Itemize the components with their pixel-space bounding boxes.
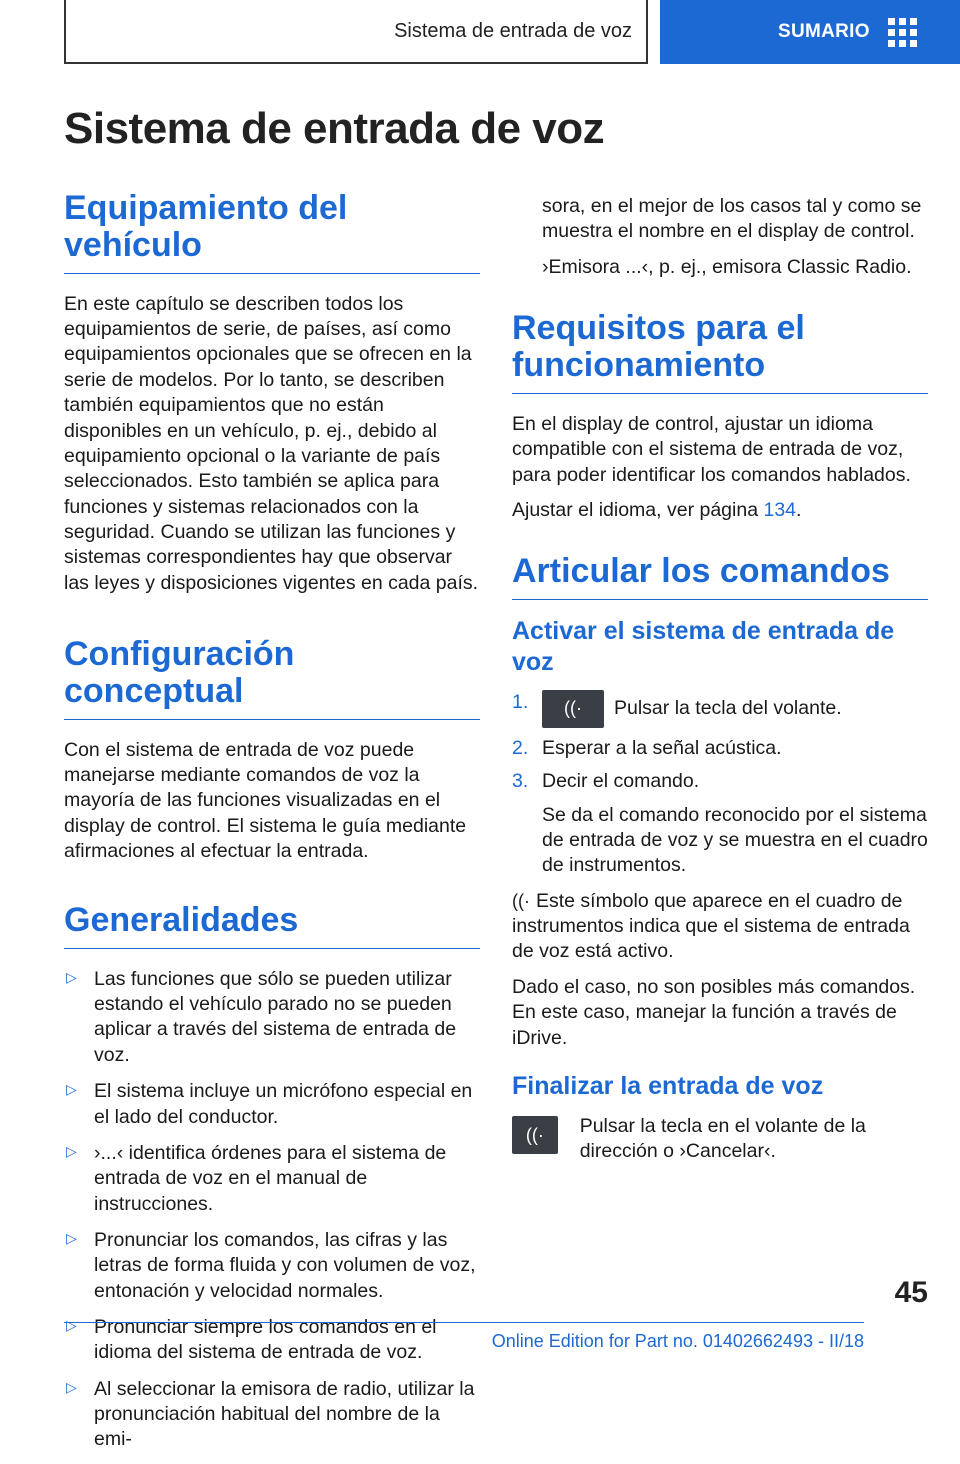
general-bullet-list <box>64 967 480 1453</box>
bullet-item: ▷ ›...‹ identifica órdenes para el sistema de entrada de voz en el manual de instrucciones. <box>64 1141 480 1217</box>
idioma-suffix: . <box>796 498 802 521</box>
step-number: 2. <box>512 737 529 760</box>
heading-equipamiento: Equipamiento del vehículo <box>64 190 480 274</box>
paragraph-symbol <box>512 889 928 965</box>
summary-label: SUMARIO <box>778 21 870 42</box>
step-text: Pulsar la tecla del volante. <box>614 697 842 720</box>
step-number: 1. <box>512 691 529 714</box>
step3-detail: Se da el comando reconocido por el sistema de entrada de voz y se muestra en el cuadro de instrumentos. <box>542 803 928 877</box>
voice-symbol-icon: ((· <box>512 890 530 911</box>
summary-button[interactable] <box>660 0 960 64</box>
bullet-item: ▷ Las funciones que sólo se pueden utilizar estando el vehículo parado no se pueden aplicar a través del sistema de entrada de voz. <box>64 967 480 1068</box>
page-title: Sistema de entrada de voz <box>64 104 605 153</box>
right-column <box>512 194 928 1175</box>
paragraph-idioma <box>512 498 928 523</box>
bullet-item: ▷ Al seleccionar la emisora de radio, utilizar la pronunciación habitual del nombre de la emi- <box>64 1377 480 1453</box>
paragraph-finalizar: Pulsar la tecla en el volante de la dirección o ›Cancelar‹. <box>579 1115 866 1163</box>
heading-activar: Activar el sistema de entrada de voz <box>512 616 895 676</box>
heading-generalidades: Generalidades <box>64 902 480 948</box>
footer-edition: Online Edition for Part no. 01402662493 - II/18 <box>491 1331 864 1351</box>
grid-menu-icon <box>888 18 917 47</box>
step-text: Decir el comando. <box>542 770 700 793</box>
page-number: 45 <box>894 1276 928 1309</box>
heading-finalizar: Finalizar la entrada de voz <box>512 1071 824 1100</box>
bullet-item: ▷ Pronunciar los comandos, las cifras y las letras de forma fluida y con volumen de voz, entonación y velocidad normales. <box>64 1228 480 1304</box>
paragraph-continuation: sora, en el mejor de los casos tal y como se muestra el nombre en el display de control. <box>542 195 922 243</box>
paragraph-no-more: Dado el caso, no son posibles más comandos. En este caso, manejar la función a través de iDrive. <box>512 975 916 1049</box>
step-item <box>512 769 928 794</box>
header-section-title: Sistema de entrada de voz <box>394 19 632 42</box>
steps-list <box>512 690 928 795</box>
heading-articular: Articular los comandos <box>512 553 928 599</box>
paragraph-configuracion: Con el sistema de entrada de voz puede manejarse mediante comandos de voz la mayoría de las funciones visualizadas en el display de control. El sistema le guía mediante afirmaciones al efectuar la entrada. <box>64 738 467 863</box>
page-link-134[interactable]: 134 <box>763 498 797 521</box>
paragraph-example: ›Emisora ...‹, p. ej., emisora Classic Radio. <box>542 255 912 278</box>
symbol-text: Este símbolo que aparece en el cuadro de instrumentos indica que el sistema de entrada de voz está activo. <box>512 889 910 963</box>
bullet-item: ▷ Pronunciar siempre los comandos en el idioma del sistema de entrada de voz. <box>64 1315 480 1366</box>
step-text: Esperar a la señal acústica. <box>542 737 782 760</box>
footer <box>64 1322 864 1352</box>
step-item <box>512 690 928 728</box>
left-column <box>64 190 480 1464</box>
voice-button-icon: ((· <box>542 690 604 728</box>
heading-requisitos: Requisitos para el funcionamiento <box>512 310 928 394</box>
idioma-text: Ajustar el idioma, ver página <box>512 498 759 521</box>
paragraph-equipamiento: En este capítulo se describen todos los equipamientos de serie, de países, así como equipamientos opcionales que se ofrecen en la serie de modelos. Por lo tanto, se describen también equipamientos que no están disponibles en un vehículo, p. ej., debido al equipamiento opcional o la variante de país seleccionados. Esto también se aplica para funciones y sistemas relacionados con la seguridad. Cuando se utilizan las funciones y sistemas correspondientes hay que observar las leyes y disposiciones vigentes en cada país. <box>64 292 479 594</box>
finish-block <box>512 1114 928 1175</box>
step-item <box>512 736 928 761</box>
bullet-item: ▷ El sistema incluye un micrófono especial en el lado del conductor. <box>64 1079 480 1130</box>
heading-configuracion: Configuración conceptual <box>64 636 480 720</box>
paragraph-requisitos: En el display de control, ajustar un idioma compatible con el sistema de entrada de voz, para poder identificar los comandos hablados. <box>512 412 911 486</box>
step-number: 3. <box>512 770 529 793</box>
voice-button-icon: ((· <box>512 1116 558 1154</box>
header-section <box>64 0 648 64</box>
